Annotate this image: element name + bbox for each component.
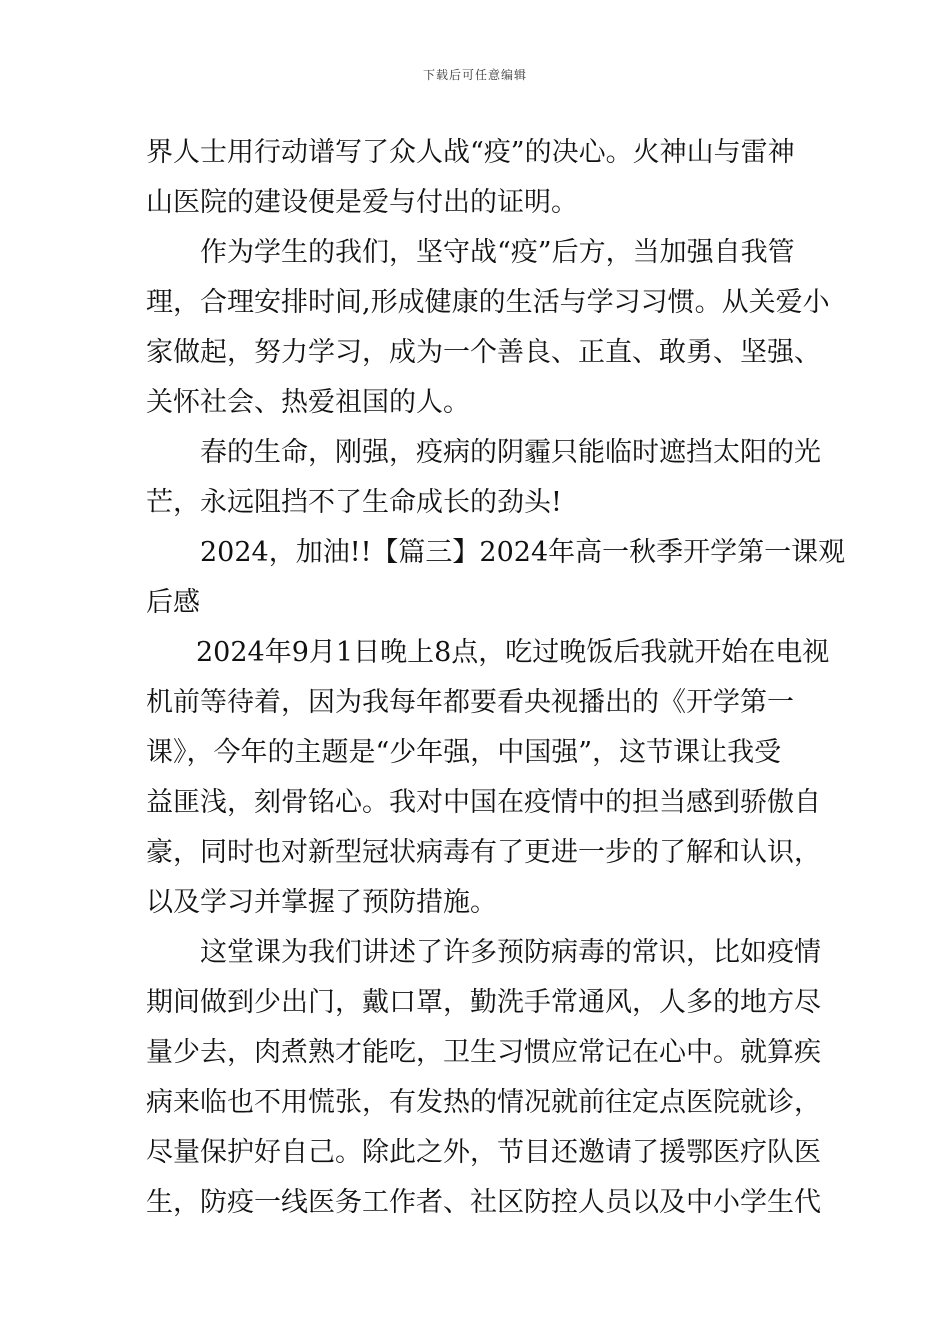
text-line: 关怀社会、热爱祖国的人。 (146, 387, 470, 418)
text-line: 期间做到少出门，戴口罩，勤洗手常通风，人多的地方尽 (146, 987, 821, 1018)
page-header: 下载后可任意编辑 (422, 68, 527, 82)
text-line: 量少去，肉煮熟才能吃，卫生习惯应常记在心中。就算疾 (146, 1037, 821, 1068)
text-line: 春的生命，刚强，疫病的阴霾只能临时遮挡太阳的光 (200, 437, 821, 468)
text-line: 生，防疫一线医务工作者、社区防控人员以及中小学生代 (146, 1187, 821, 1218)
text-line: 作为学生的我们，坚守战“疫”后方，当加强自我管 (200, 237, 795, 268)
text-line: 理，合理安排时间,形成健康的生活与学习习惯。从关爱小 (146, 287, 830, 318)
text-line: 豪，同时也对新型冠状病毒有了更进一步的了解和认识， (146, 837, 821, 868)
text-line: 病来临也不用慌张，有发热的情况就前往定点医院就诊， (146, 1087, 821, 1118)
text-line: 芒，永远阻挡不了生命成长的劲头! (146, 487, 562, 518)
text-line: 后感 (146, 587, 200, 618)
text-line: 以及学习并掌握了预防措施。 (146, 887, 497, 918)
text-line: 家做起，努力学习，成为一个善良、正直、敢勇、坚强、 (146, 337, 821, 368)
text-line: 2024，加油!!【篇三】2024年高一秋季开学第一课观 (200, 537, 846, 568)
text-line: 界人士用行动谱写了众人战“疫”的决心。火神山与雷神 (146, 137, 795, 168)
text-line: 益匪浅，刻骨铭心。我对中国在疫情中的担当感到骄傲自 (146, 787, 821, 818)
text-line: 机前等待着，因为我每年都要看央视播出的《开学第一 (146, 687, 794, 718)
text-line: 这堂课为我们讲述了许多预防病毒的常识，比如疫情 (200, 937, 821, 968)
text-line: 2024年9月1日晚上8点，吃过晚饭后我就开始在电视 (196, 637, 830, 668)
document-body (146, 128, 846, 1228)
text-line: 课》，今年的主题是“少年强，中国强”，这节课让我受 (146, 737, 782, 768)
text-line: 尽量保护好自己。除此之外，节目还邀请了援鄂医疗队医 (146, 1137, 821, 1168)
text-line: 山医院的建设便是爱与付出的证明。 (146, 187, 578, 218)
